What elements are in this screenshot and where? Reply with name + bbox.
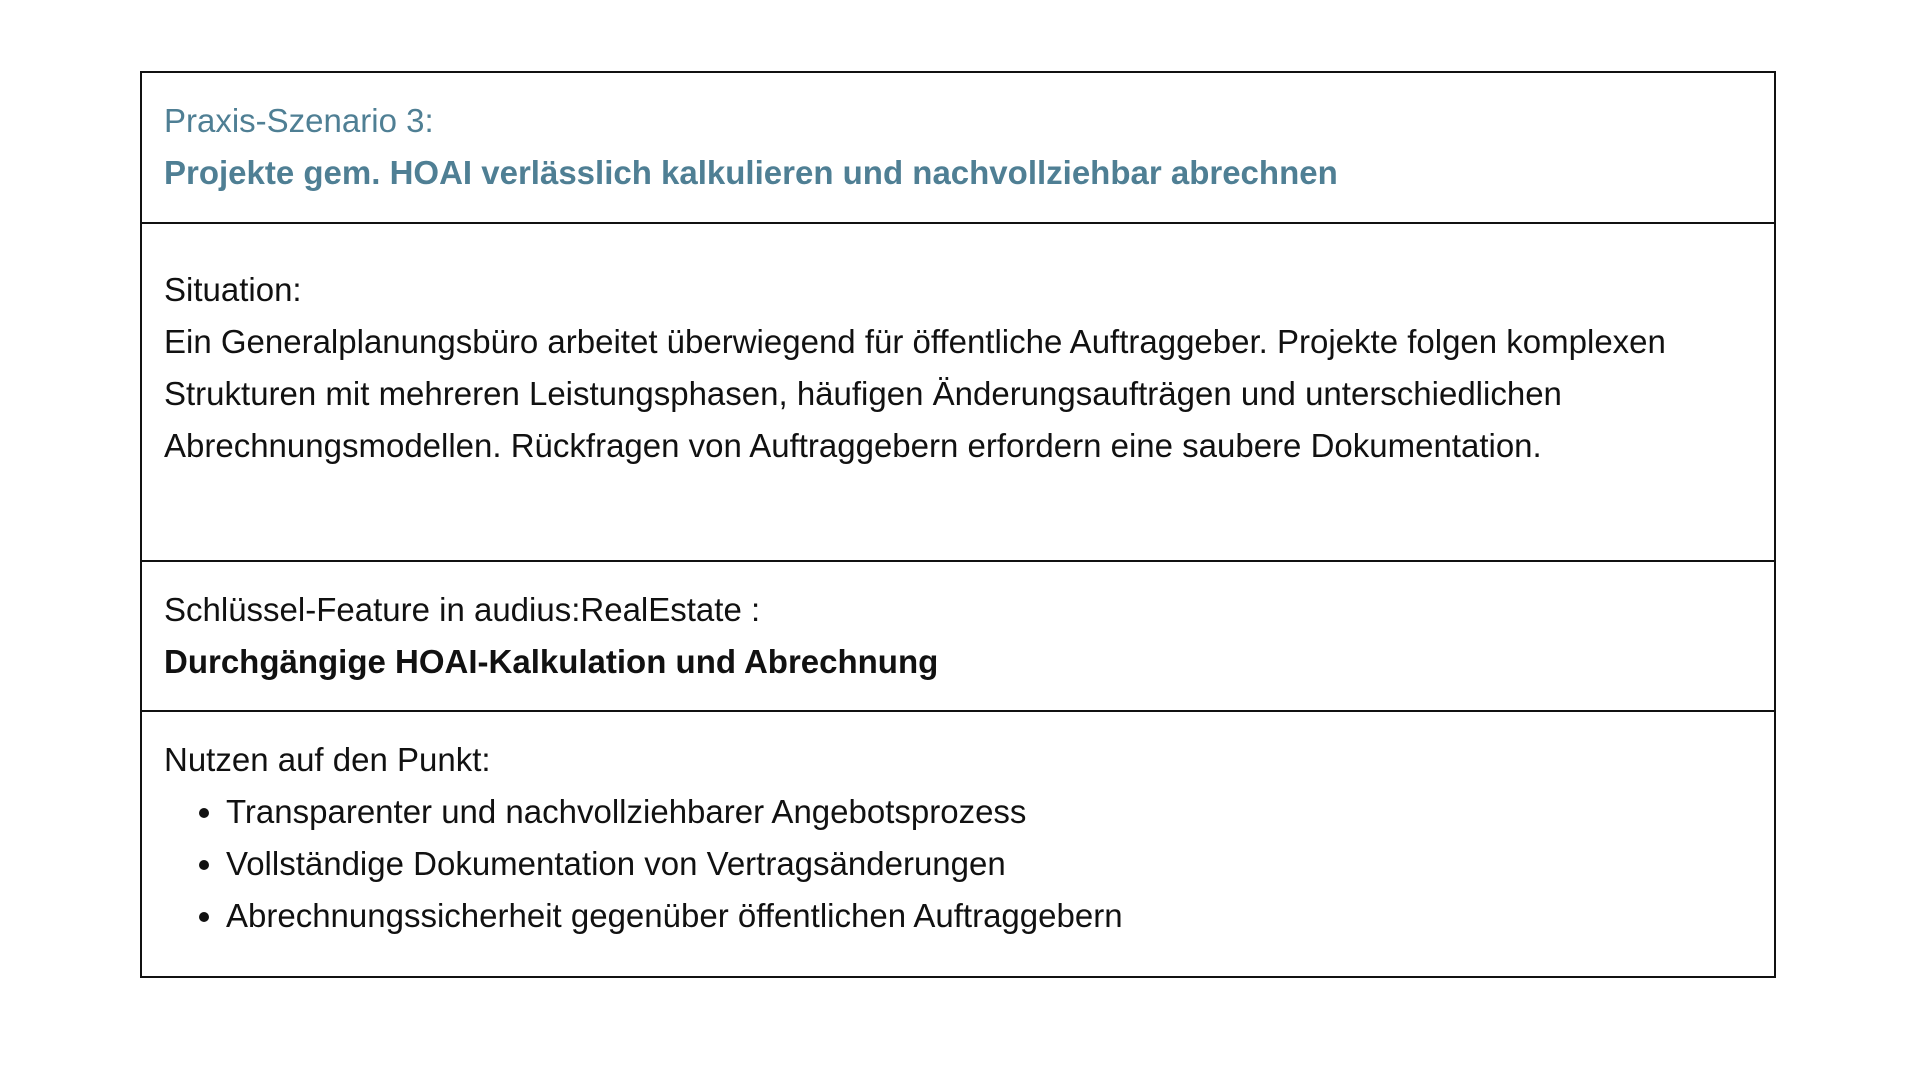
situation-text: Ein Generalplanungsbüro arbeitet überwiegend für öffentliche Auftraggeber. Projekte folgen komplexen Strukturen mit mehreren Leistungsphasen, häufigen Änderungsaufträgen und unterschiedlichen Abrechnungsmodellen. Rückfragen von Auftraggebern erfordern eine saubere Dokumentation.: [164, 323, 1666, 464]
situation-cell: [142, 224, 1774, 562]
scenario-kicker: Praxis-Szenario 3:: [164, 102, 434, 139]
list-item: • Vollständige Dokumentation von Vertragsänderungen: [226, 838, 1752, 890]
feature-label: Schlüssel-Feature in audius:RealEstate :: [164, 591, 761, 628]
scenario-title: Projekte gem. HOAI verlässlich kalkulieren und nachvollziehbar abrechnen: [164, 154, 1338, 191]
list-item: • Abrechnungssicherheit gegenüber öffentlichen Auftraggebern: [226, 890, 1752, 942]
benefits-label: Nutzen auf den Punkt:: [164, 741, 491, 778]
scenario-table: [140, 71, 1776, 978]
benefits-cell: [142, 712, 1774, 976]
list-item: • Transparenter und nachvollziehbarer Angebotsprozess: [226, 786, 1752, 838]
feature-title: Durchgängige HOAI-Kalkulation und Abrechnung: [164, 643, 939, 680]
header-cell: [142, 73, 1774, 224]
benefits-list: [164, 786, 1752, 942]
situation-label: Situation:: [164, 271, 302, 308]
feature-cell: [142, 562, 1774, 712]
